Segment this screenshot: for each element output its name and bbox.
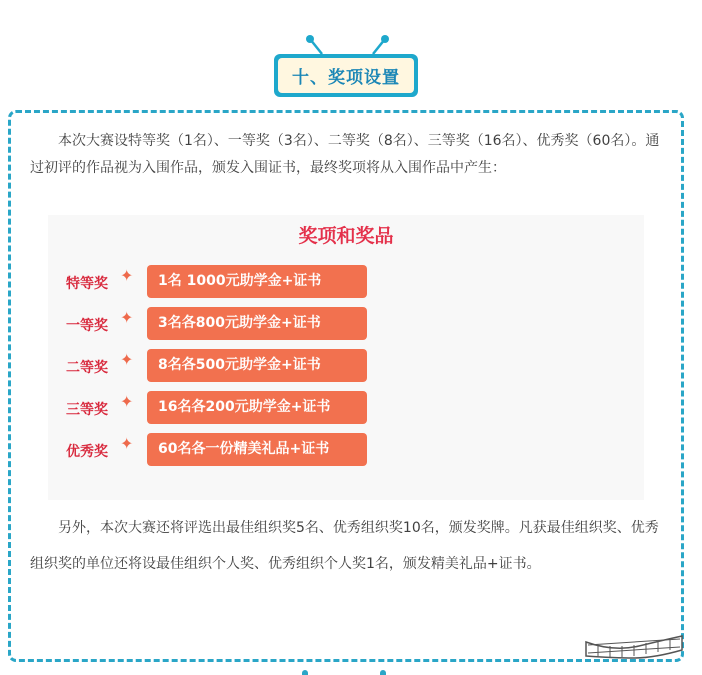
intro-paragraph: 本次大赛设特等奖（1名）、一等奖（3名）、二等奖（8名）、三等奖（16名）、优秀奖（60名）。通过初评的作品视为入围作品，颁发入围证书，最终奖项将从入围作品中产生： bbox=[30, 133, 660, 176]
spark-icon: ✦ bbox=[120, 266, 134, 285]
spark-icon: ✦ bbox=[120, 392, 134, 411]
antenna-left-icon bbox=[303, 34, 343, 56]
prize-reward: 3名各800元助学金+证书 bbox=[147, 307, 367, 340]
prize-row-grand bbox=[48, 265, 644, 299]
prize-row-second bbox=[48, 349, 644, 383]
prize-reward: 1名 1000元助学金+证书 bbox=[147, 265, 367, 298]
spark-icon: ✦ bbox=[120, 434, 134, 453]
film-strip-icon bbox=[584, 632, 684, 660]
spark-icon: ✦ bbox=[120, 350, 134, 369]
prize-label: 三等奖 bbox=[66, 402, 108, 418]
prize-label: 优秀奖 bbox=[66, 444, 108, 460]
prize-row-first bbox=[48, 307, 644, 341]
spark-icon: ✦ bbox=[120, 308, 134, 327]
prize-row-third bbox=[48, 391, 644, 425]
closing-paragraph: 另外，本次大赛还将评选出最佳组织奖5名、优秀组织奖10名，颁发奖牌。凡获最佳组织奖、优秀组织奖的单位还将设最佳组织个人奖、优秀组织个人奖1名，颁发精美礼品+证书。 bbox=[30, 520, 659, 572]
prize-label: 特等奖 bbox=[66, 276, 108, 292]
prize-panel-title: 奖项和奖品 bbox=[298, 225, 394, 247]
prize-reward: 60名各一份精美礼品+证书 bbox=[147, 433, 367, 466]
bottom-antenna-left-icon bbox=[302, 670, 308, 675]
prize-reward: 8名各500元助学金+证书 bbox=[147, 349, 367, 382]
bottom-antenna-right-icon bbox=[380, 670, 386, 675]
section-title: 十、奖项设置 bbox=[278, 58, 414, 93]
section-title-badge bbox=[274, 54, 418, 97]
prize-reward: 16名各200元助学金+证书 bbox=[147, 391, 367, 424]
prize-panel bbox=[48, 215, 644, 500]
prize-label: 一等奖 bbox=[66, 318, 108, 334]
section-header bbox=[0, 0, 702, 100]
antenna-right-icon bbox=[357, 34, 397, 56]
prize-row-merit bbox=[48, 433, 644, 467]
prize-label: 二等奖 bbox=[66, 360, 108, 376]
